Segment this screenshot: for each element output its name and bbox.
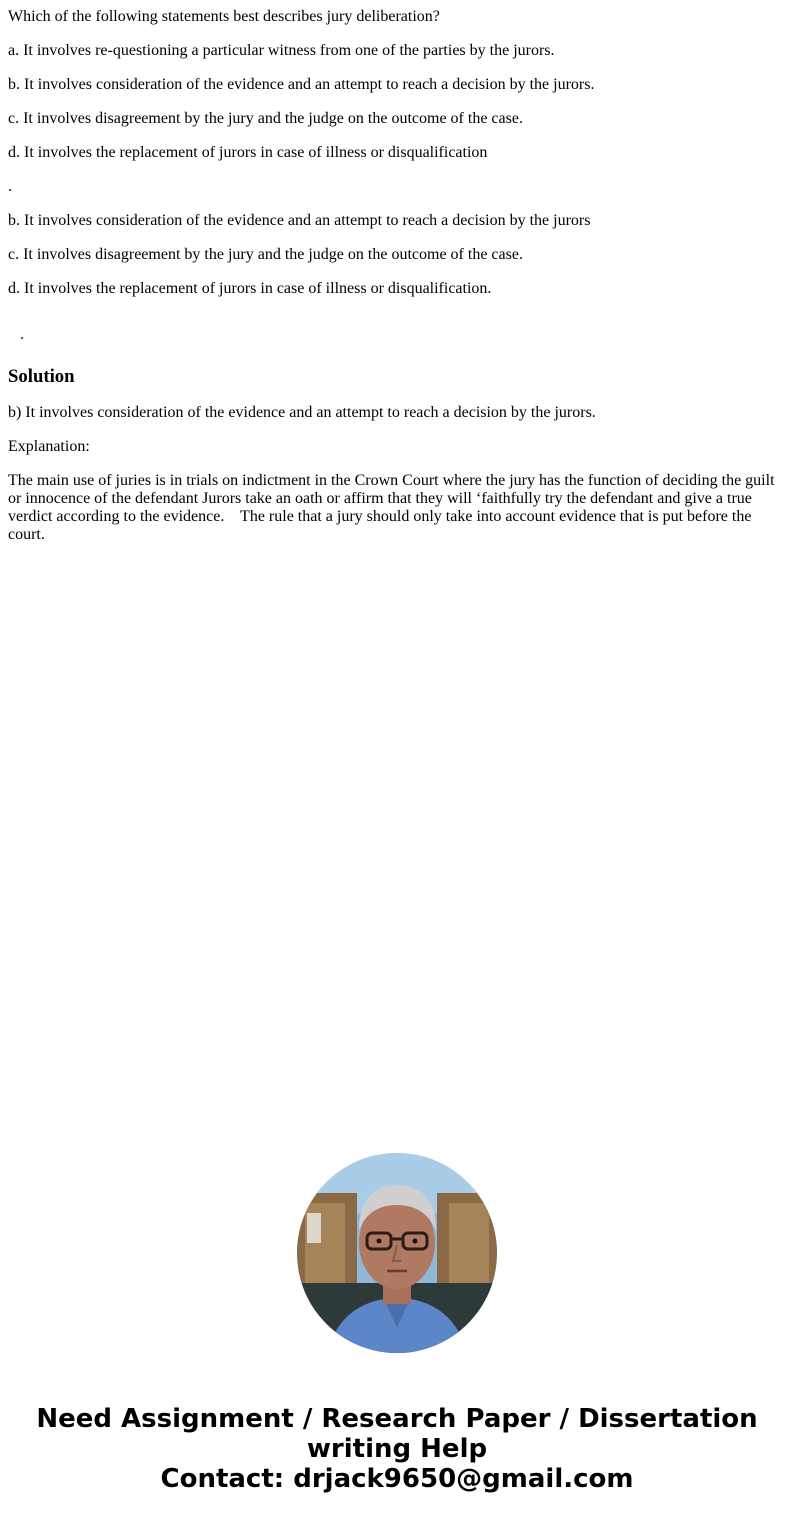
separator-dot: .	[8, 178, 12, 195]
avatar	[297, 1153, 497, 1353]
explanation-label: Explanation:	[8, 438, 90, 455]
document-body	[0, 0, 794, 544]
promo-banner	[0, 1404, 794, 1494]
question-title: Which of the following statements best describes jury deliberation?	[8, 8, 440, 25]
option-b: b. It involves consideration of the evidence and an attempt to reach a decision by the jurors.	[8, 76, 595, 93]
solution-heading: Solution	[8, 366, 75, 387]
avatar-photo	[297, 1153, 497, 1353]
option-c: c. It involves disagreement by the jury and the judge on the outcome of the case.	[8, 110, 523, 127]
promo-line-1: Need Assignment / Research Paper / Dissertation	[36, 1404, 758, 1434]
option-a: a. It involves re-questioning a particular witness from one of the parties by the jurors.	[8, 42, 555, 59]
promo-contact: Contact: drjack9650@gmail.com	[160, 1464, 634, 1494]
option-d: d. It involves the replacement of jurors in case of illness or disqualification	[8, 144, 488, 161]
option-d-repeat: d. It involves the replacement of jurors in case of illness or disqualification.	[8, 280, 492, 297]
option-b-repeat: b. It involves consideration of the evidence and an attempt to reach a decision by the jurors	[8, 212, 591, 229]
option-c-repeat: c. It involves disagreement by the jury and the judge on the outcome of the case.	[8, 246, 523, 263]
solution-answer: b) It involves consideration of the evidence and an attempt to reach a decision by the jurors.	[8, 404, 596, 421]
promo-line-2: writing Help	[306, 1434, 488, 1464]
explanation-text: The main use of juries is in trials on indictment in the Crown Court where the jury has the function of deciding the guilt or innocence of the defendant Jurors take an oath or affirm that they will ‘faithfully try the defendant and give a true verdict according to the evidence. The rule that a jury should only take into account evidence that is put before the court.	[8, 472, 775, 543]
indented-dot: .	[20, 326, 24, 343]
